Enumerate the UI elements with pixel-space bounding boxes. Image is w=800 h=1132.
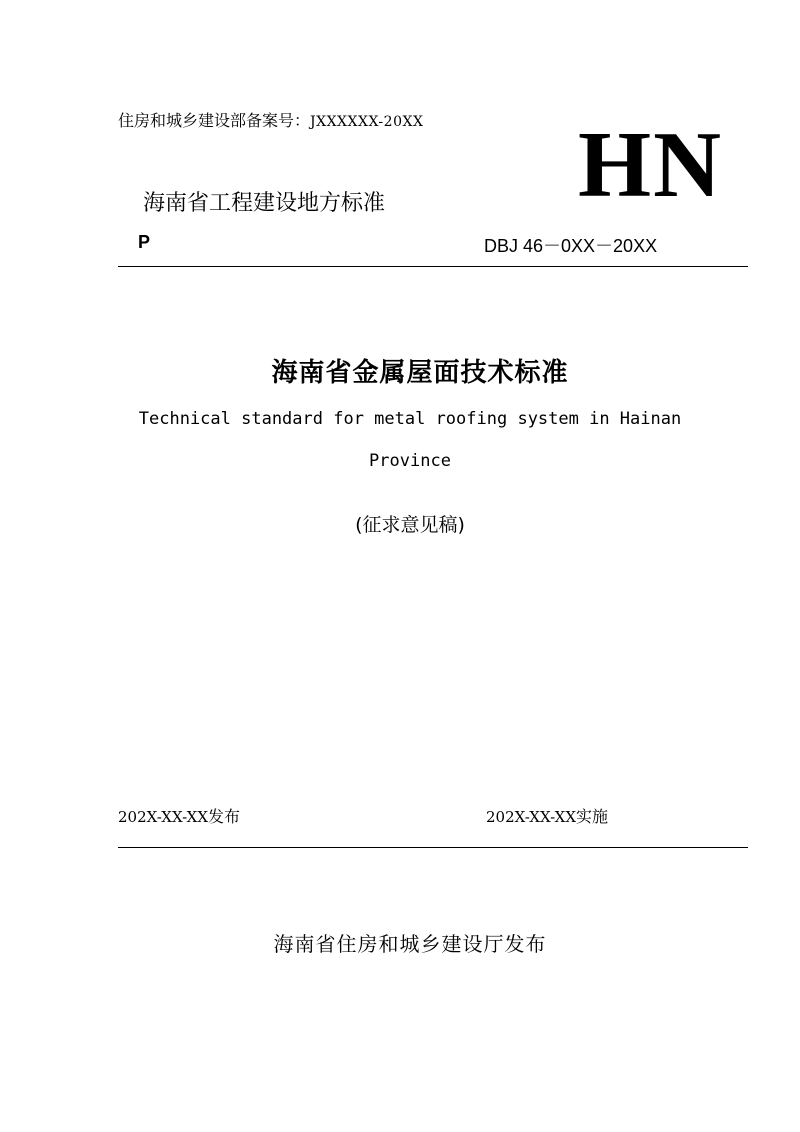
record-number-code: JXXXXXX-20XX [310,114,424,130]
implement-date [486,804,608,827]
title-english: Technical standard for metal roofing system in Hainan Province [138,409,682,471]
record-number [118,108,423,131]
category-letter: P [138,232,151,252]
top-divider [118,266,748,267]
standard-number: DBJ 46－0XX－20XX [484,236,658,256]
implement-date-value: 202X-XX-XX [486,808,577,826]
implement-date-label: 实施 [576,807,609,826]
bottom-divider [118,847,748,848]
draft-note: (征求意见稿) [355,514,465,536]
title-chinese: 海南省金属屋面技术标准 [271,358,569,388]
publisher: 海南省住房和城乡建设厅发布 [273,932,547,956]
issue-date-value: 202X-XX-XX [118,808,209,826]
hn-logo: HN [578,113,723,217]
record-number-label: 住房和城乡建设部备案号： [118,111,311,130]
issue-date [118,804,240,827]
issue-date-label: 发布 [208,807,241,826]
standard-type: 海南省工程建设地方标准 [143,191,386,216]
